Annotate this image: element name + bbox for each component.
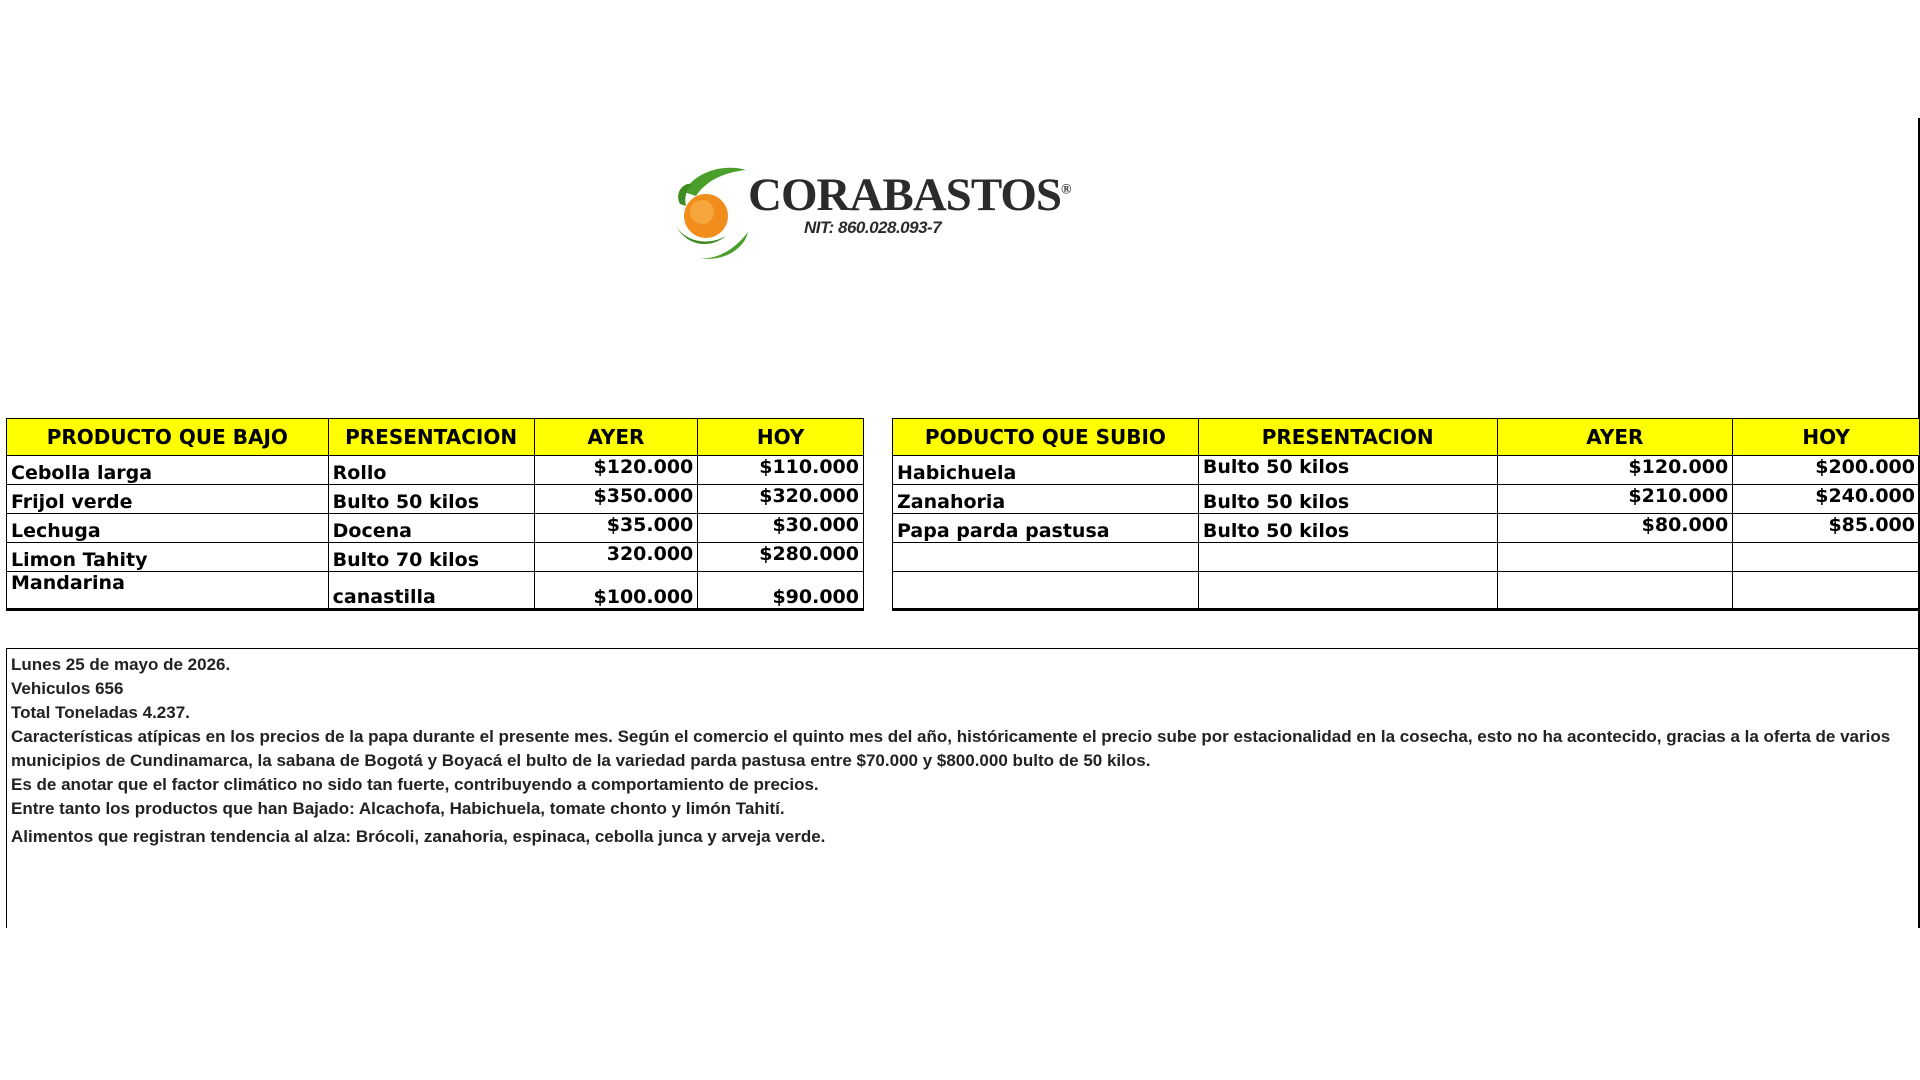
table-row xyxy=(893,456,1920,485)
today-price-cell xyxy=(1733,543,1920,572)
yesterday-price-cell xyxy=(1497,543,1733,572)
brand-name: CORABASTOS® xyxy=(748,169,1071,221)
product-cell: Papa parda pastusa xyxy=(893,514,1199,543)
product-cell: Habichuela xyxy=(893,456,1199,485)
yesterday-price-cell: $35.000 xyxy=(534,514,698,543)
today-price-cell: $30.000 xyxy=(698,514,864,543)
yesterday-price-cell: $100.000 xyxy=(534,572,698,610)
product-cell: Limon Tahity xyxy=(7,543,329,572)
vehicles-count: Vehiculos 656 xyxy=(11,679,124,698)
products-down-table xyxy=(6,418,864,611)
header-yesterday: AYER xyxy=(1497,419,1733,456)
table-row xyxy=(893,572,1920,610)
products-up-table xyxy=(892,418,1920,611)
product-cell: Frijol verde xyxy=(7,485,329,514)
table-row xyxy=(7,514,864,543)
yesterday-price-cell xyxy=(1497,572,1733,610)
yesterday-price-cell: $350.000 xyxy=(534,485,698,514)
presentation-cell: Bulto 50 kilos xyxy=(1198,485,1497,514)
presentation-cell xyxy=(1198,543,1497,572)
table-header-row xyxy=(893,419,1920,456)
corabastos-logo xyxy=(666,160,1071,265)
table-row xyxy=(893,485,1920,514)
table-row xyxy=(7,572,864,610)
presentation-cell: Docena xyxy=(328,514,534,543)
yesterday-price-cell: $120.000 xyxy=(1497,456,1733,485)
yesterday-price-cell: $120.000 xyxy=(534,456,698,485)
table-row xyxy=(7,485,864,514)
presentation-cell: Bulto 50 kilos xyxy=(1198,514,1497,543)
total-tonnage: Total Toneladas 4.237. xyxy=(11,703,190,722)
nit-text: NIT: 860.028.093-7 xyxy=(804,218,942,237)
market-notes-box xyxy=(6,648,1920,928)
notes-paragraph: Es de anotar que el factor climático no sido tan fuerte, contribuyendo a comportamiento de precios. xyxy=(11,775,819,794)
presentation-cell: Bulto 50 kilos xyxy=(1198,456,1497,485)
table-row xyxy=(7,543,864,572)
today-price-cell: $110.000 xyxy=(698,456,864,485)
today-price-cell xyxy=(1733,572,1920,610)
presentation-cell xyxy=(1198,572,1497,610)
header-product: PRODUCTO QUE BAJO xyxy=(7,419,329,456)
notes-paragraph: Alimentos que registran tendencia al alza: Brócoli, zanahoria, espinaca, cebolla junca y arveja verde. xyxy=(11,827,826,846)
product-cell xyxy=(893,543,1199,572)
header-today: HOY xyxy=(1733,419,1920,456)
table-header-row xyxy=(7,419,864,456)
product-cell: Cebolla larga xyxy=(7,456,329,485)
today-price-cell: $320.000 xyxy=(698,485,864,514)
report-date: Lunes 25 de mayo de 2026. xyxy=(11,655,231,674)
product-cell xyxy=(893,572,1199,610)
presentation-cell: canastilla xyxy=(328,572,534,610)
table-row xyxy=(7,456,864,485)
yesterday-price-cell: $80.000 xyxy=(1497,514,1733,543)
today-price-cell: $280.000 xyxy=(698,543,864,572)
yesterday-price-cell: $210.000 xyxy=(1497,485,1733,514)
header-presentation: PRESENTACION xyxy=(328,419,534,456)
product-cell: Lechuga xyxy=(7,514,329,543)
header-today: HOY xyxy=(698,419,864,456)
today-price-cell: $85.000 xyxy=(1733,514,1920,543)
yesterday-price-cell: 320.000 xyxy=(534,543,698,572)
notes-paragraph: Entre tanto los productos que han Bajado: Alcachofa, Habichuela, tomate chonto y limón Tahití. xyxy=(11,799,785,818)
header-yesterday: AYER xyxy=(534,419,698,456)
presentation-cell: Rollo xyxy=(328,456,534,485)
today-price-cell: $240.000 xyxy=(1733,485,1920,514)
today-price-cell: $200.000 xyxy=(1733,456,1920,485)
product-cell: Zanahoria xyxy=(893,485,1199,514)
table-row xyxy=(893,543,1920,572)
product-cell: Mandarina xyxy=(7,572,329,610)
header-product: PODUCTO QUE SUBIO xyxy=(893,419,1199,456)
notes-paragraph: Características atípicas en los precios de la papa durante el presente mes. Según el comercio el quinto mes del año, históricamente el precio sube por estacionalidad en la cosecha, esto no ha acontecido, gracias a la oferta de varios municipios de Cundinamarca, la sabana de Bogotá y Boyacá el bulto de la variedad parda pastusa entre $70.000 y $800.000 bulto de 50 kilos. xyxy=(11,727,1891,770)
header-presentation: PRESENTACION xyxy=(1198,419,1497,456)
presentation-cell: Bulto 50 kilos xyxy=(328,485,534,514)
table-row xyxy=(893,514,1920,543)
today-price-cell: $90.000 xyxy=(698,572,864,610)
presentation-cell: Bulto 70 kilos xyxy=(328,543,534,572)
